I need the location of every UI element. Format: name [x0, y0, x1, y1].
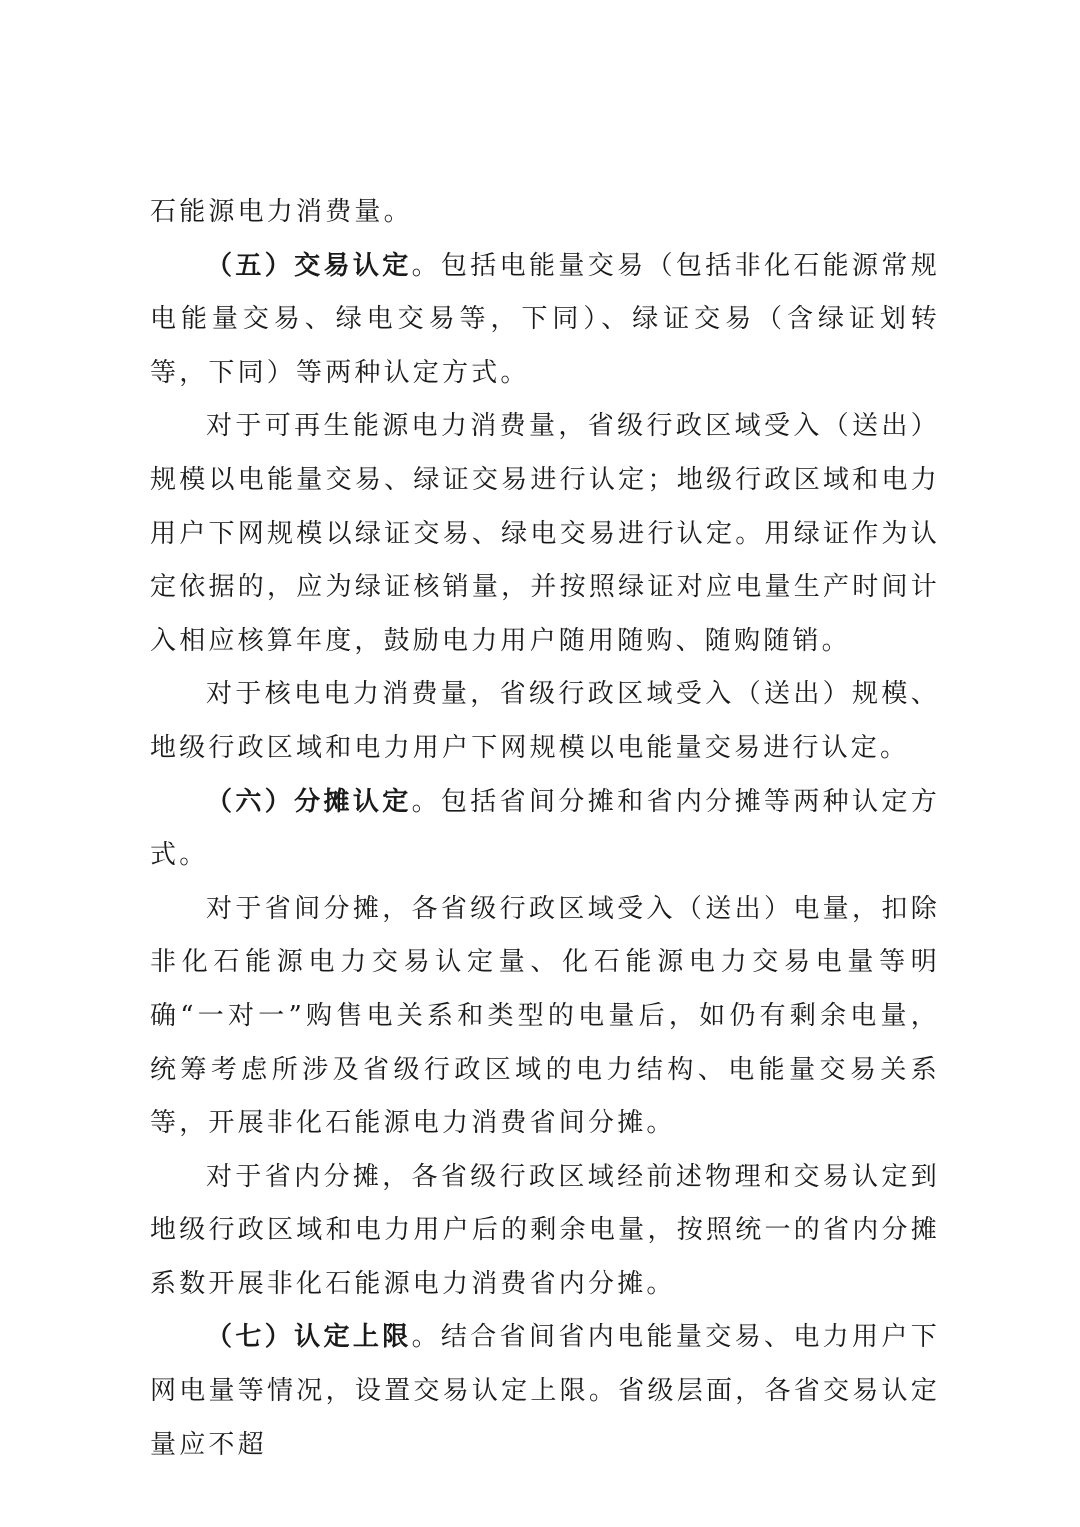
paragraph-continuation — [150, 186, 940, 240]
paragraph-intraprovincial — [150, 1151, 940, 1312]
paragraph-text: 。包括省间分摊和省内分摊等两种认定方式。 — [150, 786, 940, 871]
paragraph-text: 对于核电电力消费量，省级行政区域受入（送出）规模、地级行政区域和电力用户下网规模以电能量交易进行认定。 — [150, 679, 940, 763]
paragraph-section-5 — [150, 240, 940, 401]
paragraph-nuclear — [150, 668, 940, 775]
paragraph-text: 石能源电力消费量。 — [150, 197, 413, 227]
paragraph-text: 对于可再生能源电力消费量，省级行政区域受入（送出）规模以电能量交易、绿证交易进行认定；地级行政区域和电力用户下网规模以绿证交易、绿电交易进行认定。用绿证作为认定依据的，应为绿证核销量，并按照绿证对应电量生产时间计入相应核算年度，鼓励电力用户随用随购、随购随销。 — [150, 411, 940, 656]
section-heading: （七）认定上限 — [206, 1322, 412, 1353]
section-heading: （五）交易认定 — [206, 250, 412, 281]
paragraph-renewable — [150, 400, 940, 668]
paragraph-section-7 — [150, 1311, 940, 1472]
paragraph-text: 。包括电能量交易（包括非化石能源常规电能量交易、绿电交易等，下同）、绿证交易（含绿证划转等，下同）等两种认定方式。 — [150, 250, 940, 388]
section-heading: （六）分摊认定 — [206, 786, 412, 817]
paragraph-section-6 — [150, 776, 940, 883]
paragraph-text: 。结合省间省内电能量交易、电力用户下网电量等情况，设置交易认定上限。省级层面，各省交易认定量应不超 — [150, 1322, 940, 1460]
paragraph-text: 对于省间分摊，各省级行政区域受入（送出）电量，扣除非化石能源电力交易认定量、化石能源电力交易电量等明确“一对一”购售电关系和类型的电量后，如仍有剩余电量，统筹考虑所涉及省级行政区域的电力结构、电能量交易关系等，开展非化石能源电力消费省间分摊。 — [150, 893, 940, 1139]
paragraph-text: 对于省内分摊，各省级行政区域经前述物理和交易认定到地级行政区域和电力用户后的剩余电量，按照统一的省内分摊系数开展非化石能源电力消费省内分摊。 — [150, 1161, 940, 1299]
document-body — [150, 186, 940, 1472]
paragraph-interprovincial — [150, 883, 940, 1151]
